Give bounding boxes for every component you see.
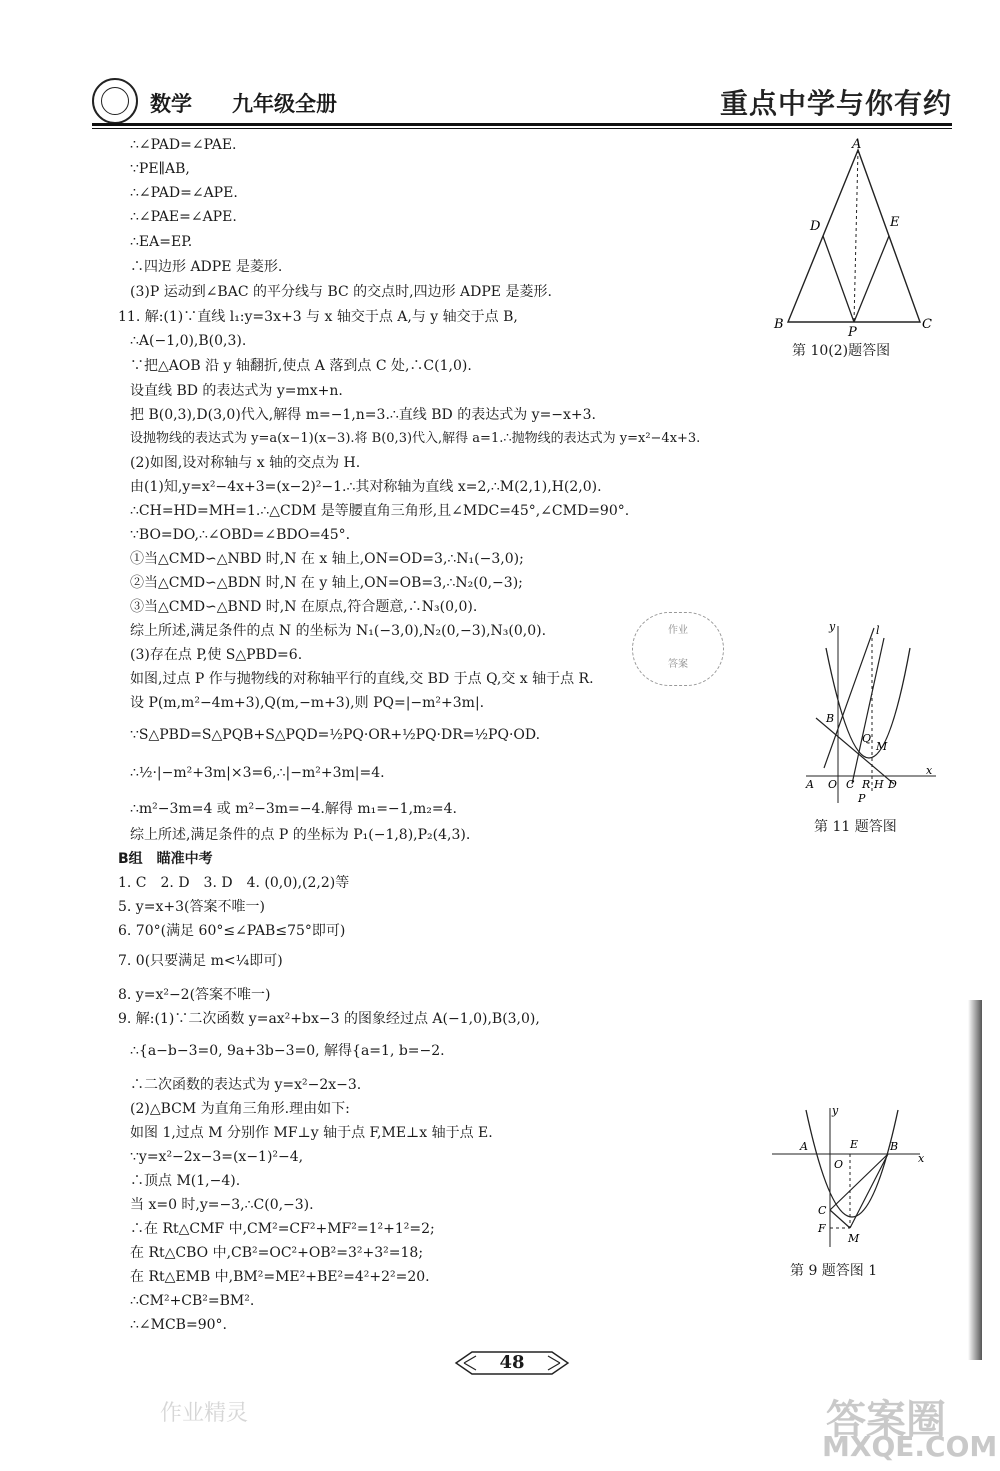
label-C: C [846,778,855,791]
figure-9-caption: 第 9 题答图 1 [790,1263,878,1279]
text-line: 6. 70°(满足 60°≤∠PAB≤75°即可) [118,923,346,939]
label-A: A [806,778,814,791]
school-logo-icon [92,78,138,124]
text-line: ∴{a−b−3=0, 9a+3b−3=0, 解得{a=1, b=−2. [130,1043,445,1059]
text-line: ∴∠PAE=∠APE. [130,209,237,225]
label-P: P [858,792,866,805]
label-y: y [832,1104,839,1117]
figure-10-2 [770,138,950,338]
text-line: ∴A(−1,0),B(0,3). [130,333,247,349]
text-line: 把 B(0,3),D(3,0)代入,解得 m=−1,n=3.∴直线 BD 的表达式为 y=−x+3. [130,407,597,423]
label-Q: Q [862,732,872,745]
text-line: (2)如图,设对称轴与 x 轴的交点为 H. [130,455,361,471]
label-D: D [810,219,821,234]
text-line: ∴四边形 ADPE 是菱形. [130,259,283,275]
homework-stamp [632,612,724,686]
section-heading: B组 瞄准中考 [118,851,213,867]
question-11-line: 11. 解:(1)∵直线 l₁:y=3x+3 与 x 轴交于点 A,与 y 轴交于点 B, [118,309,518,325]
text-line: 由(1)知,y=x²−4x+3=(x−2)²−1.∴其对称轴为直线 x=2,∴M(2,1),H(2,0). [130,479,602,495]
label-A: A [852,138,862,152]
label-F: F [818,1222,826,1235]
text-line: ∴在 Rt△CMF 中,CM²=CF²+MF²=1²+1²=2; [130,1221,435,1237]
text-line: ∴顶点 M(1,−4). [130,1173,241,1189]
text-line: ①当△CMD∽△NBD 时,N 在 x 轴上,ON=OD=3,∴N₁(−3,0); [130,551,524,567]
figure-11-caption: 第 11 题答图 [814,819,897,835]
label-x: x [926,764,933,777]
text-line: 7. 0(只要满足 m<¼即可) [118,953,283,969]
text-line: ∵BO=DO,∴∠OBD=∠BDO=45°. [130,527,351,543]
series-brand: 重点中学与你有约 [719,87,952,120]
text-line: 8. y=x²−2(答案不唯一) [118,987,271,1003]
grade-title: 九年级全册 [232,92,337,116]
label-x: x [918,1152,925,1165]
header-rule-thin [92,128,952,129]
text-line: ∴∠PAD=∠APE. [130,185,238,201]
text-line: 设直线 BD 的表达式为 y=mx+n. [130,383,343,399]
label-P: P [848,325,857,338]
page-header [92,78,952,134]
label-R: R [862,778,871,791]
label-E: E [890,215,900,230]
stamp-text: 作业 [668,625,688,636]
text-line: 综上所述,满足条件的点 P 的坐标为 P₁(−1,8),P₂(4,3). [130,827,471,843]
text-line: (2)△BCM 为直角三角形.理由如下: [130,1101,350,1117]
text-line: 在 Rt△CBO 中,CB²=OC²+OB²=3²+3²=18; [130,1245,424,1261]
watermark-logo: 答案圈 [826,1397,946,1443]
text-line: 5. y=x+3(答案不唯一) [118,899,265,915]
text-line: ∴CM²+CB²=BM². [130,1293,255,1309]
text-line: 设抛物线的表达式为 y=a(x−1)(x−3).将 B(0,3)代入,解得 a=1.∴抛物线的表达式为 y=x²−4x+3. [130,431,701,446]
text-line: ∵把△AOB 沿 y 轴翻折,使点 A 落到点 C 处,∴C(1,0). [130,358,472,374]
text-line: 设 P(m,m²−4m+3),Q(m,−m+3),则 PQ=|−m²+3m|. [130,695,485,711]
label-O: O [828,778,838,791]
header-rule [92,123,952,126]
text-line: ∴CH=HD=MH=1.∴△CDM 是等腰直角三角形,且∠MDC=45°,∠CMD=90°. [130,503,630,519]
text-line: 如图,过点 P 作与抛物线的对称轴平行的直线,交 BD 于点 Q,交 x 轴于点 R. [130,671,594,687]
label-C: C [922,317,932,332]
text-line: 综上所述,满足条件的点 N 的坐标为 N₁(−3,0),N₂(0,−3),N₃(0,0). [130,623,547,639]
label-M: M [848,1232,860,1245]
text-line: ②当△CMD∽△BDN 时,N 在 y 轴上,ON=OB=3,∴N₂(0,−3); [130,575,523,591]
question-9-line: 9. 解:(1)∵二次函数 y=ax²+bx−3 的图象经过点 A(−1,0),B(3,0), [118,1011,540,1027]
text-line: ∴二次函数的表达式为 y=x²−2x−3. [130,1077,362,1093]
label-B: B [774,317,784,332]
text-line: 当 x=0 时,y=−3,∴C(0,−3). [130,1197,314,1213]
label-y: y [829,620,836,633]
page-number-text: 48 [499,1352,525,1373]
label-O: O [834,1158,844,1171]
label-H: H [874,778,884,791]
label-B: B [826,712,835,725]
text-line: 在 Rt△EMB 中,BM²=ME²+BE²=4²+2²=20. [130,1269,430,1285]
label-C: C [818,1204,827,1217]
text-line: ∴EA=EP. [130,234,193,250]
text-line: ∴½·|−m²+3m|×3=6,∴|−m²+3m|=4. [130,765,385,781]
text-line: ∴∠PAD=∠PAE. [130,137,237,153]
figure-9 [770,1102,930,1252]
faint-watermark-text: 作业精灵 [160,1401,249,1426]
text-line: ∵S△PBD=S△PQB+S△PQD=½PQ·OR+½PQ·DR=½PQ·OD. [130,727,541,743]
watermark-url: MXQE.COM [822,1430,998,1463]
figure-11 [796,618,946,808]
text-line: ∴m²−3m=4 或 m²−3m=−4.解得 m₁=−1,m₂=4. [130,801,457,817]
text-line: 如图 1,过点 M 分别作 MF⊥y 轴于点 F,ME⊥x 轴于点 E. [130,1125,493,1141]
stamp-text: 答案 [668,659,688,670]
label-l: l [876,624,880,637]
text-line: (3)P 运动到∠BAC 的平分线与 BC 的交点时,四边形 ADPE 是菱形. [130,284,552,300]
page-number [454,1348,570,1378]
text-line: 1. C 2. D 3. D 4. (0,0),(2,2)等 [118,875,350,891]
page-edge-shadow [968,1000,982,1360]
text-line: ③当△CMD∽△BND 时,N 在原点,符合题意,∴N₃(0,0). [130,599,478,615]
text-line: (3)存在点 P,使 S△PBD=6. [130,647,303,663]
label-A: A [800,1140,808,1153]
label-M: M [876,740,888,753]
subject-title: 数学 [150,92,192,116]
text-line: ∵y=x²−2x−3=(x−1)²−4, [130,1149,304,1165]
text-line: ∵PE∥AB, [130,161,190,177]
label-E: E [850,1138,859,1151]
label-B: B [890,1140,899,1153]
figure-10-2-caption: 第 10(2)题答图 [792,343,891,359]
label-D: D [888,778,897,791]
text-line: ∴∠MCB=90°. [130,1317,227,1333]
